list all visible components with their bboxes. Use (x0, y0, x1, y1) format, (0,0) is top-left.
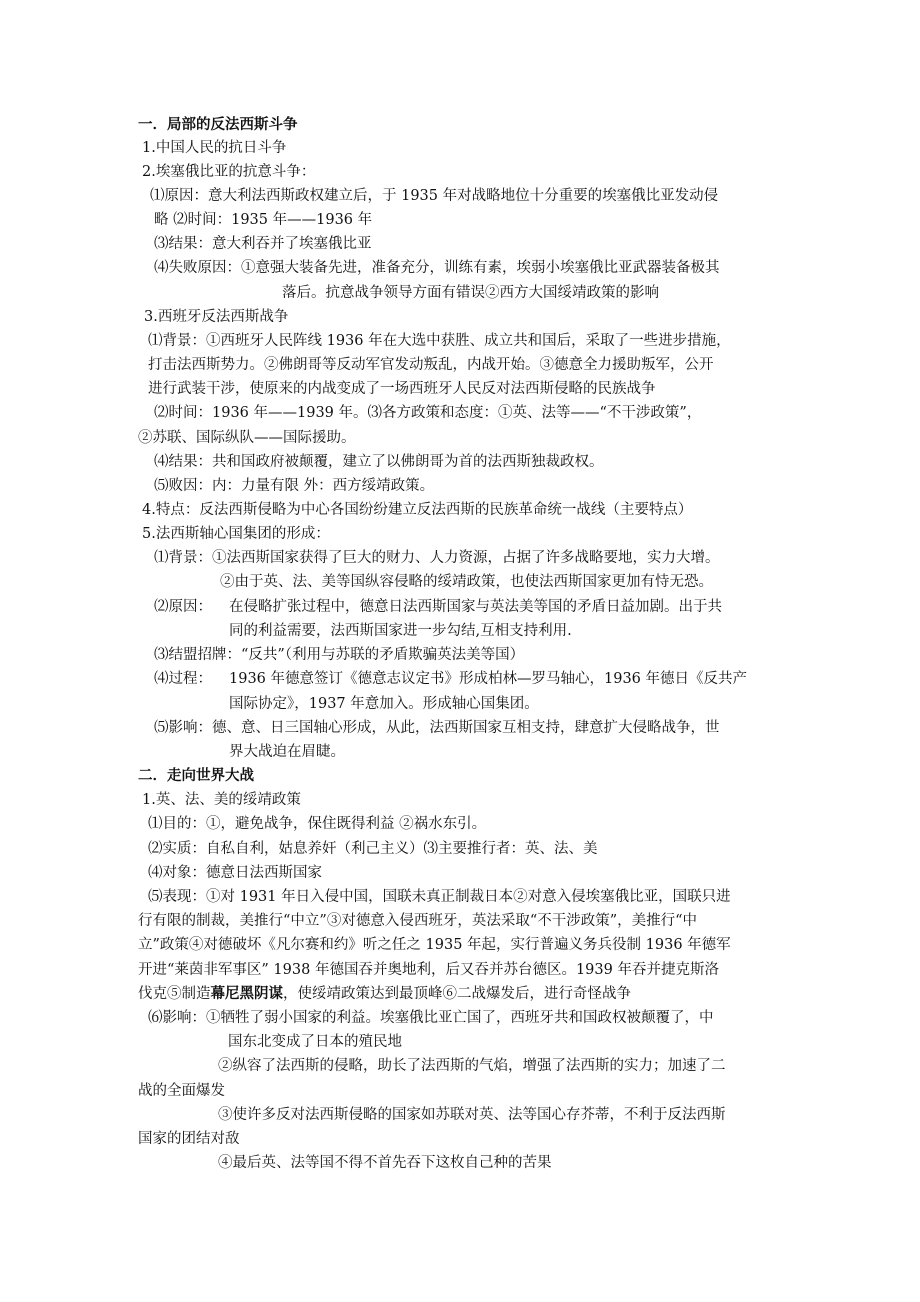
munich-conspiracy-emphasis: 幕尼黑阴谋 (210, 986, 283, 1002)
axis-process-line-2: 国际协定》，1937 年意加入。形成轴心国集团。 (229, 696, 539, 712)
appeasement-impact-line-6: 国家的团结对敌 (138, 1131, 240, 1147)
performance-text-a: 伐克⑤制造 (138, 986, 211, 1002)
section-1-item-1: 1.中国人民的抗日斗争 (142, 140, 287, 156)
appeasement-performance-line-2: 行有限的制裁，美推行“中立”③对德意入侵西班牙，英法采取“不干涉政策”，美推行“中 (138, 913, 698, 929)
axis-reason-label: ⑵原因： (154, 599, 212, 615)
appeasement-purpose: ⑴目的：①，避免战争，保住既得利益 ②祸水东引。 (148, 816, 487, 832)
appeasement-performance-line-4: 开进“莱茵非军事区” 1938 年德国吞并奥地利，后又吞并苏台德区。1939 年吞并捷克斯洛 (138, 962, 719, 978)
spain-background-line-3: 进行武装干涉，使原来的内战变成了一场西班牙人民反对法西斯侵略的民族战争 (148, 381, 656, 397)
appeasement-impact-line-4: 战的全面爆发 (138, 1083, 225, 1099)
axis-process-line-1: 1936 年德意签订《德意志议定书》形成柏林—罗马轴心，1936 年德日《反共产 (229, 671, 748, 687)
axis-process-label: ⑷过程： (154, 671, 212, 687)
section-1-item-3-title: 3.西班牙反法西斯战争 (144, 309, 289, 325)
spain-background-line-1: ⑴背景：①西班牙人民阵线 1936 年在大选中获胜、成立共和国后，采取了一些进步措施， (148, 333, 731, 349)
axis-impact-line-1: ⑸影响：德、意、日三国轴心形成，从此，法西斯国家互相支持，肆意扩大侵略战争，世 (154, 720, 720, 736)
section-1-item-5-title: 5.法西斯轴心国集团的形成： (142, 526, 330, 542)
appeasement-target: ⑷对象：德意日法西斯国家 (148, 865, 322, 881)
ethiopia-failure-line-2: 落后。抗意战争领导方面有错误②西方大国绥靖政策的影响 (282, 285, 659, 301)
axis-background-line-2: ②由于英、法、美等国纵容侵略的绥靖政策，也使法西斯国家更加有恃无恐。 (220, 574, 713, 590)
spain-time-line-2: ②苏联、国际纵队——国际援助。 (138, 430, 356, 446)
ethiopia-failure-line-1: ⑷失败原因：①意强大装备先进，准备充分，训练有素，埃弱小埃塞俄比亚武器装备极其 (154, 260, 720, 276)
appeasement-impact-line-1: ⑹影响：①牺牲了弱小国家的利益。埃塞俄比亚亡国了，西班牙共和国政权被颠覆了，中 (148, 1010, 714, 1026)
section-2-item-1-title: 1.英、法、美的绥靖政策 (142, 792, 301, 808)
axis-background-line-1: ⑴背景：①法西斯国家获得了巨大的财力、人力资源，占据了许多战略要地，实力大增。 (154, 550, 720, 566)
axis-reason-line-2: 同的利益需要，法西斯国家进一步勾结,互相支持利用. (229, 623, 572, 639)
axis-reason-line-1: 在侵略扩张过程中，德意日法西斯国家与英法美等国的矛盾日益加剧。出于共 (229, 599, 722, 615)
appeasement-performance-line-5 (138, 984, 631, 1004)
appeasement-performance-line-1: ⑸表现：①对 1931 年日入侵中国，国联未真正制裁日本②对意入侵埃塞俄比亚，国联只进 (148, 889, 731, 905)
appeasement-impact-line-3: ②纵容了法西斯的侵略，助长了法西斯的气焰，增强了法西斯的实力；加速了二 (218, 1058, 726, 1074)
appeasement-impact-line-5: ③使许多反对法西斯侵略的国家如苏联对英、法等国心存芥蒂，不利于反法西斯 (218, 1107, 726, 1123)
axis-impact-line-2: 界大战迫在眉睫。 (229, 744, 345, 760)
ethiopia-cause-line-2: 略 ⑵时间：1935 年——1936 年 (154, 212, 373, 228)
ethiopia-cause-line-1: ⑴原因：意大利法西斯政权建立后，于 1935 年对战略地位十分重要的埃塞俄比亚发动侵 (150, 188, 719, 204)
axis-slogan: ⑶结盟招牌：“反共”（利用与苏联的矛盾欺骗英法美等国） (154, 647, 525, 663)
appeasement-performance-line-3: 立”政策④对德破坏《凡尔赛和约》听之任之 1935 年起，实行普遍义务兵役制 1936 年德军 (138, 937, 731, 953)
performance-text-b: ，使绥靖政策达到最顶峰⑥二战爆发后，进行奇怪战争 (283, 986, 631, 1002)
section-1-item-2-title: 2.埃塞俄比亚的抗意斗争： (142, 164, 316, 180)
section-1-heading: 一．局部的反法西斯斗争 (138, 117, 298, 133)
appeasement-impact-line-2: 国东北变成了日本的殖民地 (228, 1034, 402, 1050)
section-2-heading: 二．走向世界大战 (138, 768, 254, 784)
spain-result: ⑷结果：共和国政府被颠覆，建立了以佛朗哥为首的法西斯独裁政权。 (154, 454, 604, 470)
spain-defeat: ⑸败因：内：力量有限 外：西方绥靖政策。 (154, 478, 435, 494)
appeasement-impact-line-7: ④最后英、法等国不得不首先吞下这枚自己种的苦果 (218, 1155, 552, 1171)
spain-time-line-1: ⑵时间：1936 年——1939 年。⑶各方政策和态度：①英、法等——“不干涉政策”， (154, 405, 702, 421)
appeasement-essence: ⑵实质：自私自利，姑息养奸（利己主义）⑶主要推行者：英、法、美 (148, 841, 598, 857)
spain-background-line-2: 打击法西斯势力。②佛朗哥等反动军官发动叛乱，内战开始。③德意全力援助叛军，公开 (148, 357, 714, 373)
ethiopia-result: ⑶结果：意大利吞并了埃塞俄比亚 (154, 236, 372, 252)
section-1-item-4: 4.特点：反法西斯侵略为中心各国纷纷建立反法西斯的民族革命统一战线（主要特点） (142, 502, 693, 518)
